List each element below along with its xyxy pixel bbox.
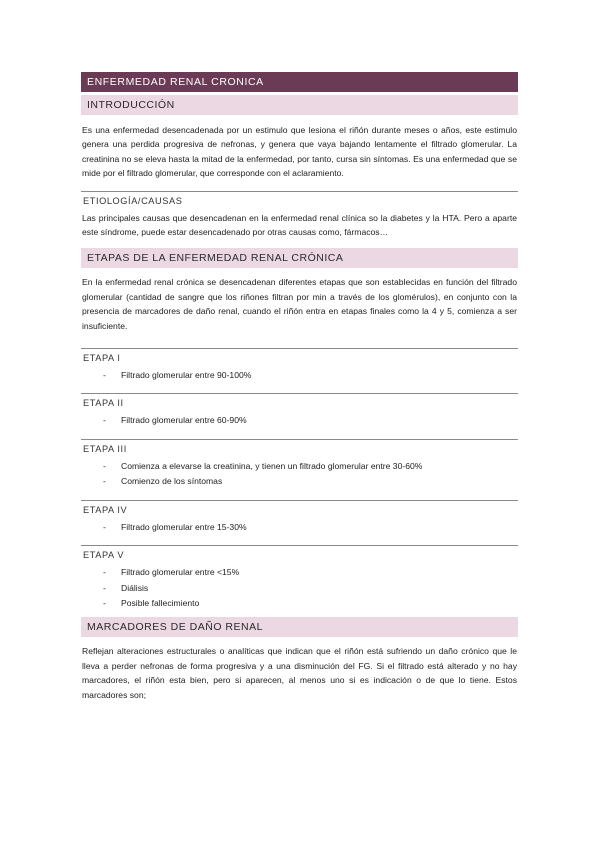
stage-heading-2: ETAPA II [81,393,518,412]
marcadores-heading: MARCADORES DE DAÑO RENAL [81,617,518,637]
list-item: - Diálisis [81,581,518,595]
intro-paragraph: Es una enfermedad desencadenada por un estimulo que lesiona el riñón durante meses o años, este estimulo genera una perdida progresiva de nefronas, y genera que vaya bajando lentamente el filtrado glomerular. La creatinina no se eleva hasta la mitad de la enfermedad, por tanto, cursa sin síntomas. Es una enfermedad que se mide por el filtrado glomerular, que corresponde con el aclaramiento. [82,125,517,179]
stage-list-4 [81,520,518,534]
stage-heading-3: ETAPA III [81,439,518,458]
stage-list-2 [81,413,518,427]
list-item: - Filtrado glomerular entre 15-30% [81,520,518,534]
intro-heading: INTRODUCCIÓN [81,95,518,115]
stage-list-5 [81,565,518,610]
list-item: - Filtrado glomerular entre 60-90% [81,413,518,427]
stage-list-1 [81,368,518,382]
bullet-dash: - [103,521,106,532]
bullet-dash: - [103,567,106,578]
stage-list-3 [81,459,518,489]
marcadores-paragraph: Reflejan alteraciones estructurales o analíticas que indican que el riñón está sufriendo un daño crónico que le lleva a perder nefronas de forma progresiva y a una disminución del FG. Si el filtrado está alterado y no hay marcadores, el riñón esta bien, pero si aparecen, al menos uno si es indicación o de que lo tiene. Estos marcadores son; [82,646,517,700]
stage-heading-4: ETAPA IV [81,500,518,519]
bullet-dash: - [103,460,106,471]
list-item: - Filtrado glomerular entre 90-100% [81,368,518,382]
bullet-dash: - [103,415,106,426]
etapas-paragraph: En la enfermedad renal crónica se desencadenan diferentes etapas que son establecidas en función del filtrado glomerular (cantidad de sangre que los riñones filtran por min a través de los glomérulos), en conjunto con la presencia de marcadores de daño renal, cuando el riñón entra en etapas finales como la 4 y 5, comienza a ser insuficiente. [82,277,517,331]
etiologia-paragraph: Las principales causas que desencadenan en la enfermedad renal clínica so la diabetes y la HTA. Pero a aparte este síndrome, puede estar desencadenado por otras causas como, fármacos… [82,212,517,238]
list-item: - Posible fallecimiento [81,596,518,610]
etapas-heading: ETAPAS DE LA ENFERMEDAD RENAL CRÓNICA [81,248,518,268]
list-item: - Filtrado glomerular entre <15% [81,565,518,579]
bullet-dash: - [103,597,106,608]
bullet-dash: - [103,476,106,487]
bullet-dash: - [103,582,106,593]
list-item: - Comienzo de los síntomas [81,474,518,488]
list-item: - Comienza a elevarse la creatinina, y tienen un filtrado glomerular entre 30-60% [81,459,518,473]
document-page [81,72,518,702]
bullet-dash: - [103,370,106,381]
document-title: ENFERMEDAD RENAL CRONICA [81,72,518,92]
stage-heading-5: ETAPA V [81,545,518,564]
stage-heading-1: ETAPA I [81,348,518,367]
etiologia-heading: ETIOLOGÍA/CAUSAS [81,191,518,210]
